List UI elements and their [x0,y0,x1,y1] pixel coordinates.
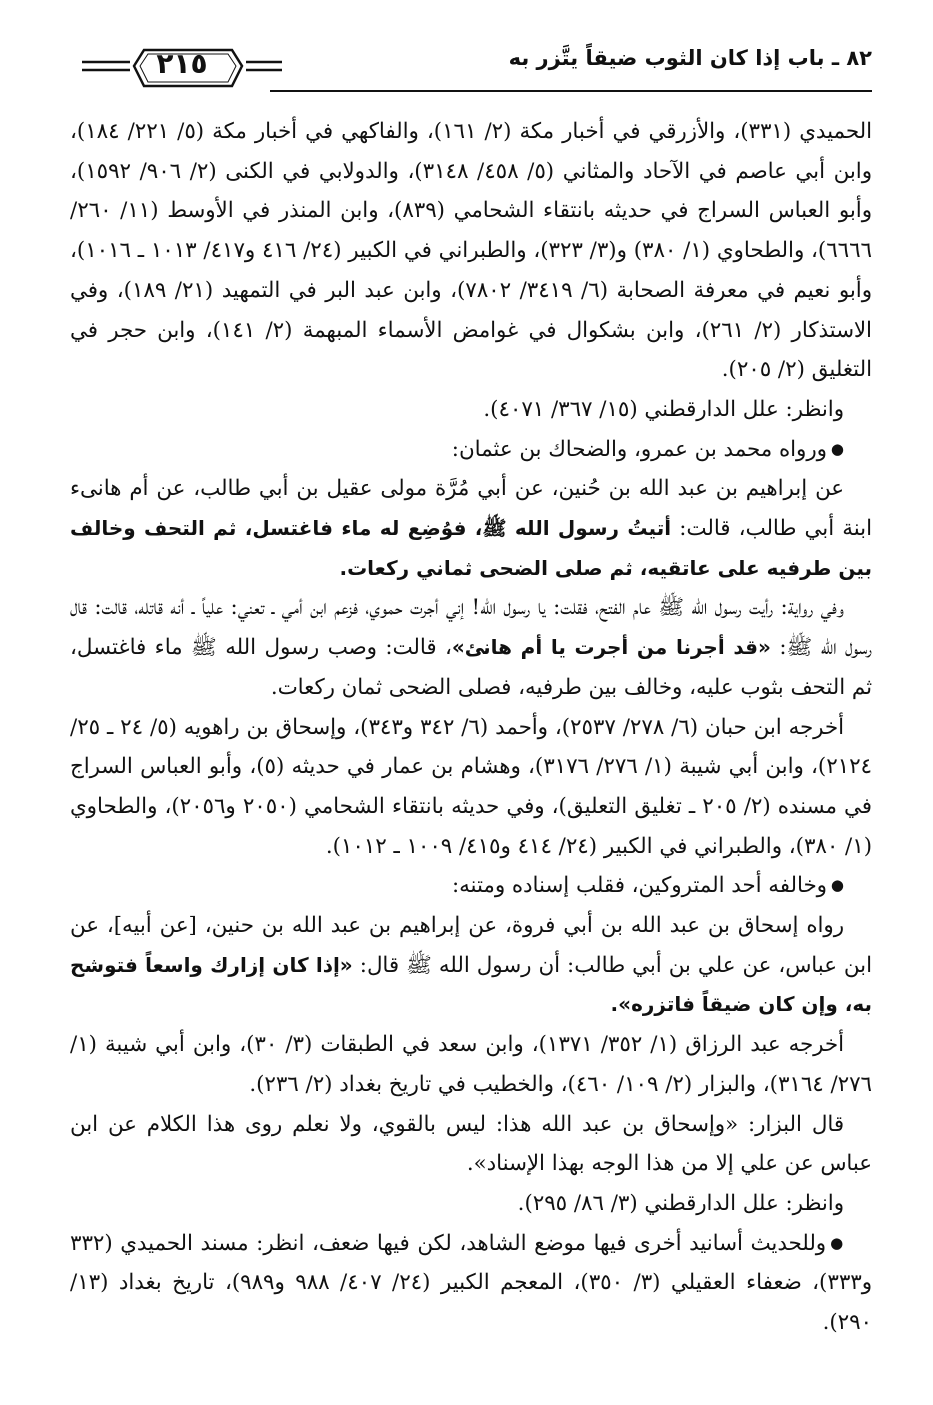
text-segment: عن إبراهيم بن عبد الله بن حُنين، عن أبي مُرَّة مولى عقيل بن أبي طالب، عن أم هانىء ابنة أبي طالب، قالت: [70,476,872,542]
text-segment: رواه إسحاق بن عبد الله بن أبي فروة، عن إبراهيم بن عبد الله بن حنين، [عن أبيه]، عن ابن عباس، عن علي بن أبي طالب: أن رسول الله ﷺ قال: [70,913,872,978]
page-number: ٢١٥ [156,47,208,80]
bold-text: «إذا كان إزارك واسعاً فتوشح به، وإن كان ضيقاً فاتزره». [70,952,872,1017]
paragraph [70,430,872,470]
paragraph [70,390,872,430]
paragraph [70,588,872,707]
bullet-icon: ● [830,876,844,895]
chapter-title: ٨٢ ـ باب إذا كان الثوب ضيقاً يتَّزر به [508,46,872,70]
page-body [70,112,872,1343]
paragraph [70,1184,872,1224]
text-segment: وانظر: علل الدارقطني (١٥/ ٣٦٧/ ٤٠٧١). [483,396,844,422]
text-segment: ورواه محمد بن عمرو، والضحاك بن عثمان: [451,436,827,462]
text-segment: وفي رواية: رأيت رسول الله ﷺ عام الفتح، فقلت: يا رسول الله! إني أجرت حموي، فزعم ابن أمي ـ تعني: علياً ـ أنه قاتله، قالت: قال رسول الله ﷺ: [70,595,873,661]
paragraph [70,708,872,867]
bullet-icon: ● [830,1233,844,1252]
text-segment: قال البزار: «وإسحاق بن عبد الله هذا: ليس بالقوي، ولا نعلم روى هذا الكلام عن ابن عباس عن علي إلا من هذا الوجه بهذا الإسناد». [70,1111,872,1177]
text-segment: وخالفه أحد المتروكين، فقلب إسناده ومتنه: [451,873,827,899]
paragraph [70,1224,872,1343]
text-segment: أخرجه عبد الرزاق (١/ ٣٥٢/ ١٣٧١)، وابن سعد في الطبقات (٣/ ٣٠)، وابن أبي شيبة (١/ ٢٧٦/ ٣١٦٤)، والبزار (٢/ ١٠٩/ ٤٦٠)، والخطيب في تاريخ بغداد (٢/ ٢٣٦). [70,1032,872,1097]
text-segment: وانظر: علل الدارقطني (٣/ ٨٦/ ٢٩٥). [517,1190,844,1216]
paragraph [70,1105,872,1184]
bullet-icon: ● [830,439,844,458]
paragraph [70,866,872,906]
text-segment: ، قالت: وصب رسول الله ﷺ ماء فاغتسل، ثم التحف بثوب عليه، وخالف بين طرفيه، فصلى الضحى ثمان ركعات. [70,635,872,700]
text-segment: وللحديث أسانيد أخرى فيها موضع الشاهد، لكن فيها ضعف، انظر: مسند الحميدي (٣٣٢ و٣٣٣)، ضعفاء العقيلي (٣/ ٣٥٠)، المعجم الكبير (٢٤/ ٤٠٧/ ٩٨٨ و٩٨٩)، تاريخ بغداد (١٣/ ٢٩٠). [70,1230,872,1336]
bold-text: «قد أجرنا من أجرت يا أم هانئ» [451,635,771,660]
paragraph [70,906,872,1025]
bold-text: أتيتُ رسول الله ﷺ، فوُضِع له ماء فاغتسل، ثم التحف وخالف بين طرفيه على عاتقيه، ثم صلى الضحى ثماني ركعات. [70,516,872,580]
paragraph [70,469,872,588]
text-segment: أخرجه ابن حبان (٦/ ٢٧٨/ ٢٥٣٧)، وأحمد (٦/ ٣٤٢ و٣٤٣)، وإسحاق بن راهويه (٥/ ٢٤ ـ ٢٥/ ٢١٢٤)، وابن أبي شيبة (١/ ٢٧٦/ ٣١٧٦)، وهشام بن عمار في حديثه (٥)، وأبو العباس السراج في مسنده (٢/ ٢٠٥ ـ تغليق التعليق)، وفي حديثه بانتقاء الشحامي (٢٠٥٠ و٢٠٥٦)، والطحاوي (١/ ٣٨٠)، والطبراني في الكبير (٢٤/ ٤١٤ و٤١٥/ ١٠٠٩ ـ ١٠١٢). [70,714,872,859]
page-header [70,40,872,98]
paragraph [70,1025,872,1104]
text-segment: الحميدي (٣٣١)، والأزرقي في أخبار مكة (٢/ ١٦١)، والفاكهي في أخبار مكة (٥/ ٢٢١/ ١٨٤)، وابن أبي عاصم في الآحاد والمثاني (٥/ ٤٥٨/ ٣١٤٨)، والدولابي في الكنى (٢/ ٩٠٦/ ١٥٩٢)، وأبو العباس السراج في حديثه بانتقاء الشحامي (٨٣٩)، وابن المنذر في الأوسط (١١/ ٢٦٠/ ٦٦٦٦)، والطحاوي (١/ ٣٨٠) و(٣/ ٣٢٣)، والطبراني في الكبير (٢٤/ ٤١٦ و٤١٧/ ١٠١٣ ـ ١٠١٦)، وأبو نعيم في معرفة الصحابة (٦/ ٣٤١٩/ ٧٨٠٢)، وابن عبد البر في التمهيد (٢١/ ١٨٩)، وفي الاستذكار (٢/ ٢٦١)، وابن بشكوال في غوامض الأسماء المبهمة (٢/ ١٤١)، وابن حجر في التغليق (٢/ ٢٠٥). [70,119,873,383]
header-rule [270,90,872,92]
paragraph [70,112,872,390]
